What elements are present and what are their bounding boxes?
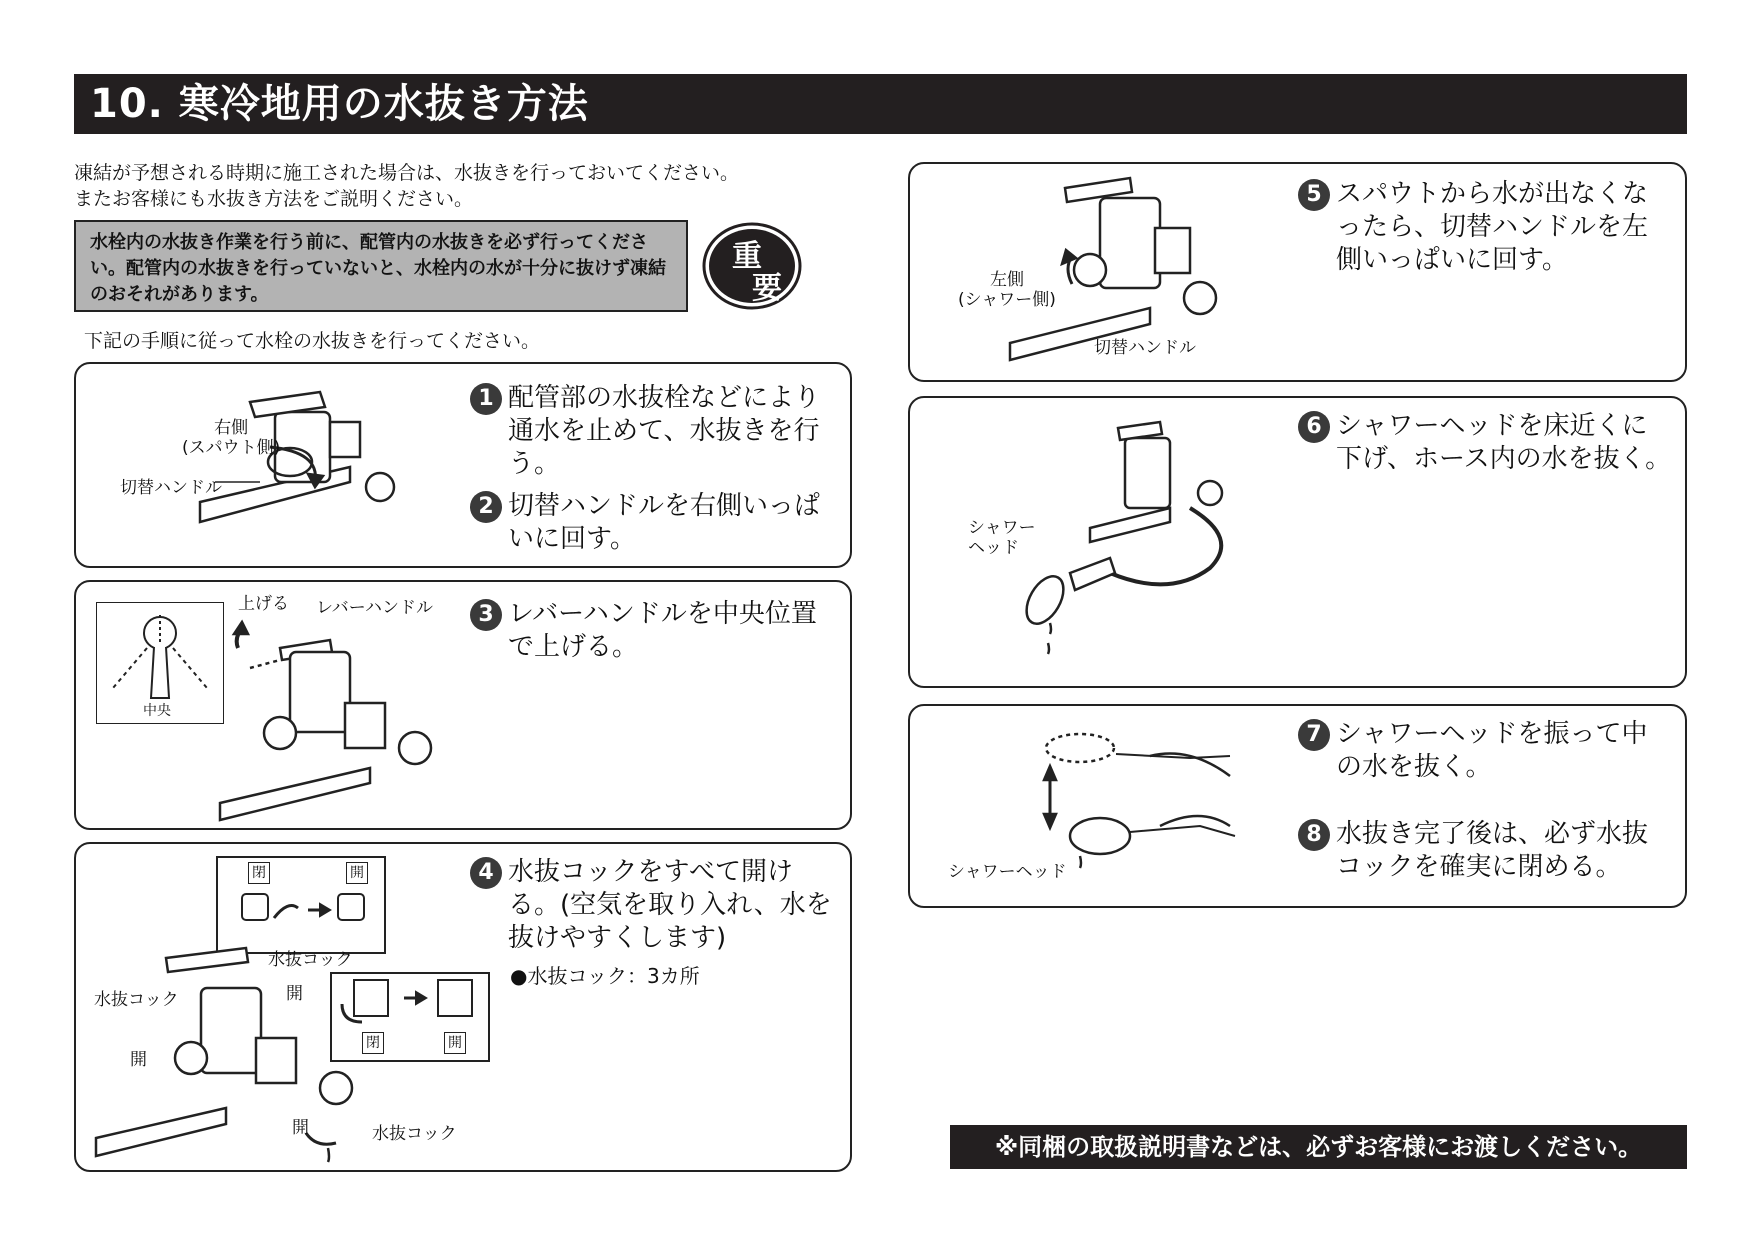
step-8 bbox=[1298, 818, 1676, 884]
label-lever-handle: レバーハンドル bbox=[316, 598, 433, 618]
step-3-number: 3 bbox=[470, 599, 502, 631]
step-8-text: 水抜き完了後は、必ず水抜コックを確実に閉める。 bbox=[1336, 819, 1649, 882]
intro-line-1: 凍結が予想される時期に施工された場合は、水抜きを行っておいてください。 bbox=[74, 162, 740, 184]
badge-char-top: 重 bbox=[732, 239, 762, 274]
important-badge bbox=[700, 220, 804, 312]
step-4-note: ●水抜コック：3カ所 bbox=[510, 964, 700, 988]
label-drain-cock-2: 水抜コック bbox=[94, 990, 179, 1010]
label-spout-side: (スパウト側) bbox=[182, 438, 281, 458]
badge-char-bottom: 要 bbox=[752, 271, 782, 306]
center-position-diagram bbox=[96, 602, 224, 724]
step-4-number: 4 bbox=[470, 857, 502, 889]
step-2 bbox=[470, 490, 840, 556]
intro-text bbox=[74, 160, 739, 212]
label-right-side: 右側 bbox=[214, 418, 249, 438]
label-raise: 上げる bbox=[238, 594, 289, 614]
label-shower-head: シャワーヘッド bbox=[948, 862, 1067, 882]
label-switch-handle-2: 切替ハンドル bbox=[1094, 338, 1196, 358]
step-6-number: 6 bbox=[1298, 411, 1330, 443]
step-5-text: スパウトから水が出なくなったら、切替ハンドルを左側いっぱいに回す。 bbox=[1336, 179, 1649, 275]
shower-hose-illustration bbox=[1010, 418, 1240, 663]
label-head: ヘッド bbox=[968, 538, 1019, 558]
step-4-text: 水抜コックをすべて開ける。(空気を取り入れ、水を抜けやすくします) bbox=[508, 857, 832, 953]
step-1-text: 配管部の水抜栓などにより通水を止めて、水抜きを行う。 bbox=[508, 383, 821, 479]
warning-box: 水栓内の水抜き作業を行う前に、配管内の水抜きを必ず行ってください。配管内の水抜きを行っていないと、水栓内の水が十分に抜けず凍結のおそれがあります。 bbox=[74, 220, 688, 312]
label-open-2: 開 bbox=[130, 1050, 147, 1070]
footer-notice: ※同梱の取扱説明書などは、必ずお客様にお渡しください。 bbox=[950, 1125, 1687, 1169]
step-3-text: レバーハンドルを中央位置で上げる。 bbox=[508, 599, 817, 662]
label-open-1: 開 bbox=[286, 984, 303, 1004]
label-center: 中央 bbox=[143, 703, 171, 719]
label-closed-top: 閉 bbox=[248, 862, 270, 884]
label-drain-cock-3: 水抜コック bbox=[372, 1124, 457, 1144]
label-shower-side: (シャワー側) bbox=[958, 290, 1056, 310]
step-7 bbox=[1298, 718, 1676, 784]
label-open-top: 開 bbox=[346, 862, 368, 884]
label-drain-cock-1: 水抜コック bbox=[268, 950, 353, 970]
page-title: 10. 寒冷地用の水抜き方法 bbox=[90, 81, 589, 127]
step-6-text: シャワーヘッドを床近くに下げ、ホース内の水を抜く。 bbox=[1336, 411, 1672, 474]
step-5 bbox=[1298, 178, 1676, 277]
label-open-3: 開 bbox=[292, 1118, 309, 1138]
faucet-illustration-1 bbox=[120, 372, 450, 557]
instruction-text: 下記の手順に従って水栓の水抜きを行ってください。 bbox=[84, 330, 541, 352]
label-shower: シャワー bbox=[968, 518, 1036, 538]
intro-line-2: またお客様にも水抜き方法をご説明ください。 bbox=[74, 188, 474, 210]
label-closed-bottom: 閉 bbox=[362, 1032, 384, 1054]
label-open-bottom: 開 bbox=[444, 1032, 466, 1054]
step-7-text: シャワーヘッドを振って中の水を抜く。 bbox=[1336, 719, 1648, 782]
step-5-number: 5 bbox=[1298, 179, 1330, 211]
step-7-number: 7 bbox=[1298, 719, 1330, 751]
step-2-number: 2 bbox=[470, 491, 502, 523]
step-1 bbox=[470, 382, 840, 481]
step-6 bbox=[1298, 410, 1676, 476]
label-left-side: 左側 bbox=[989, 270, 1024, 290]
faucet-illustration-2 bbox=[220, 608, 450, 820]
step-1-number: 1 bbox=[470, 383, 502, 415]
label-switch-handle: 切替ハンドル bbox=[120, 478, 222, 498]
step-4 bbox=[470, 856, 846, 955]
step-3 bbox=[470, 598, 840, 664]
cock-open-diagram-top bbox=[216, 856, 386, 954]
step-2-text: 切替ハンドルを右側いっぱいに回す。 bbox=[508, 491, 821, 554]
shaking-shower-illustration bbox=[1040, 726, 1240, 876]
step-8-number: 8 bbox=[1298, 819, 1330, 851]
